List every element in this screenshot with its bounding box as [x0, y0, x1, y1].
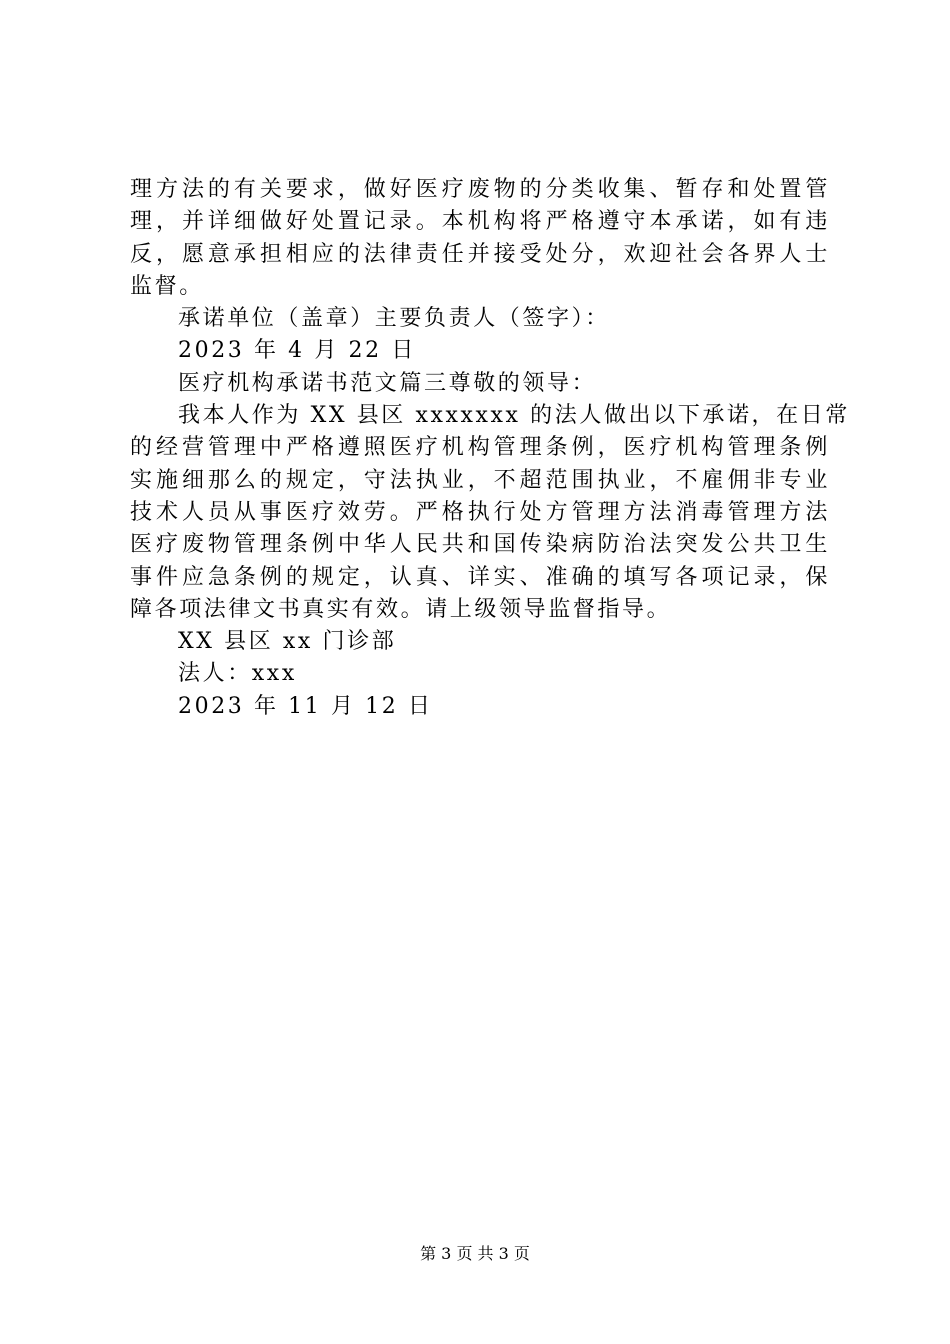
paragraph-line: 医疗废物管理条例中华人民共和国传染病防治法突发公共卫生 [130, 532, 830, 558]
paragraph-line: 实施细那么的规定，守法执业，不超范围执业，不雇佣非专业 [130, 467, 830, 493]
paragraph-line: 反，愿意承担相应的法律责任并接受处分，欢迎社会各界人士 [130, 241, 830, 267]
paragraph-line: 我本人作为 XX 县区 xxxxxxx 的法人做出以下承诺，在日常 [178, 403, 850, 429]
date-line: 2023 年 11 月 12 日 [178, 693, 433, 719]
date-line: 2023 年 4 月 22 日 [178, 338, 416, 364]
document-body [130, 174, 850, 723]
paragraph-line: 理，并详细做好处置记录。本机构将严格遵守本承诺，如有违 [130, 209, 830, 235]
paragraph-line: 事件应急条例的规定，认真、详实、准确的填写各项记录，保 [130, 564, 830, 590]
legal-person-line: 法人：xxx [178, 661, 297, 687]
section-heading: 医疗机构承诺书范文篇三尊敬的领导： [178, 370, 597, 396]
signature-unit-line: 承诺单位（盖章）主要负责人（签字）： [178, 306, 610, 332]
paragraph-line: 监督。 [130, 273, 204, 299]
paragraph-line: 障各项法律文书真实有效。请上级领导监督指导。 [130, 596, 672, 622]
page-number-footer: 第 3 页 共 3 页 [420, 1244, 530, 1263]
clinic-name-line: XX 县区 xx 门诊部 [178, 629, 397, 655]
paragraph-line: 理方法的有关要求，做好医疗废物的分类收集、暂存和处置管 [130, 177, 830, 202]
paragraph-line: 的经营管理中严格遵照医疗机构管理条例，医疗机构管理条例 [130, 435, 830, 461]
paragraph-line: 技术人员从事医疗效劳。严格执行处方管理方法消毒管理方法 [130, 499, 830, 525]
